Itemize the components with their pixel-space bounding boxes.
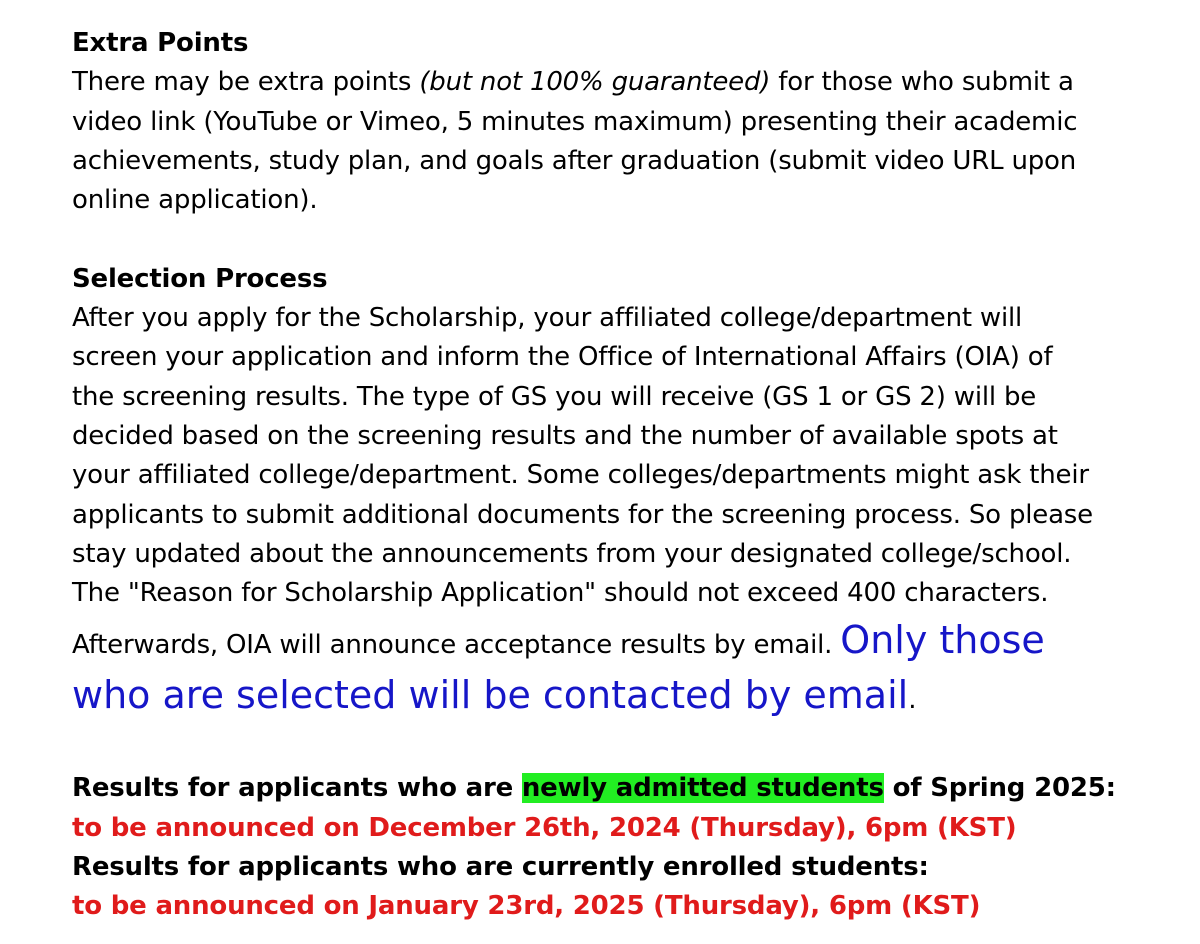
paragraph-gap — [72, 220, 1172, 259]
selection-process-heading: Selection Process — [72, 263, 328, 294]
selection-line-2: screen your application and inform the Office of International Affairs (OIA) of — [72, 342, 1053, 373]
afterwards-text: Afterwards, OIA will announce acceptance results by email. — [72, 630, 841, 661]
results-enrolled-students-label: Results for applicants who are currently enrolled students: — [72, 852, 929, 883]
extra-points-line-4: online application). — [72, 185, 318, 216]
selection-line-6: applicants to submit additional documents for the screening process. So please — [72, 499, 1093, 530]
results-new-students-label — [72, 769, 1172, 808]
extra-points-line-3: achievements, study plan, and goals after graduation (submit video URL upon — [72, 145, 1077, 176]
selection-line-7: stay updated about the announcements from your designated college/school. — [72, 538, 1072, 569]
selection-line-4: decided based on the screening results and the number of available spots at — [72, 420, 1058, 451]
selection-line-contact — [72, 670, 1172, 725]
extra-points-line-2: video link (YouTube or Vimeo, 5 minutes maximum) presenting their academic — [72, 106, 1078, 137]
selection-line-afterwards — [72, 615, 1172, 670]
results-new-students-date: to be announced on December 26th, 2024 (Thursday), 6pm (KST) — [72, 812, 1017, 843]
paragraph-gap-2 — [72, 725, 1172, 769]
extra-points-italic-note: (but not 100% guaranteed) — [419, 67, 771, 98]
extra-points-line-1 — [72, 63, 1172, 102]
extra-points-text-b: for those who submit a — [770, 67, 1074, 98]
extra-points-text-a: There may be extra points — [72, 67, 420, 98]
selection-line-8: The "Reason for Scholarship Application" should not exceed 400 characters. — [72, 578, 1049, 609]
contact-notice-part-2: who are selected will be contacted by email — [72, 673, 909, 718]
selection-line-3: the screening results. The type of GS you will receive (GS 1 or GS 2) will be — [72, 381, 1037, 412]
results-enrolled-students-date: to be announced on January 23rd, 2025 (Thursday), 6pm (KST) — [72, 891, 981, 922]
contact-notice-part-1: Only those — [840, 618, 1045, 663]
results-new-prefix: Results for applicants who are — [72, 773, 522, 804]
selection-line-1: After you apply for the Scholarship, your affiliated college/department will — [72, 303, 1023, 334]
selection-line-5: your affiliated college/department. Some colleges/departments might ask their — [72, 460, 1089, 491]
document-body — [72, 24, 1172, 927]
contact-notice-period: . — [908, 685, 917, 716]
extra-points-heading: Extra Points — [72, 28, 249, 58]
results-new-suffix: of Spring 2025: — [883, 773, 1116, 804]
newly-admitted-highlight: newly admitted students — [521, 773, 884, 804]
